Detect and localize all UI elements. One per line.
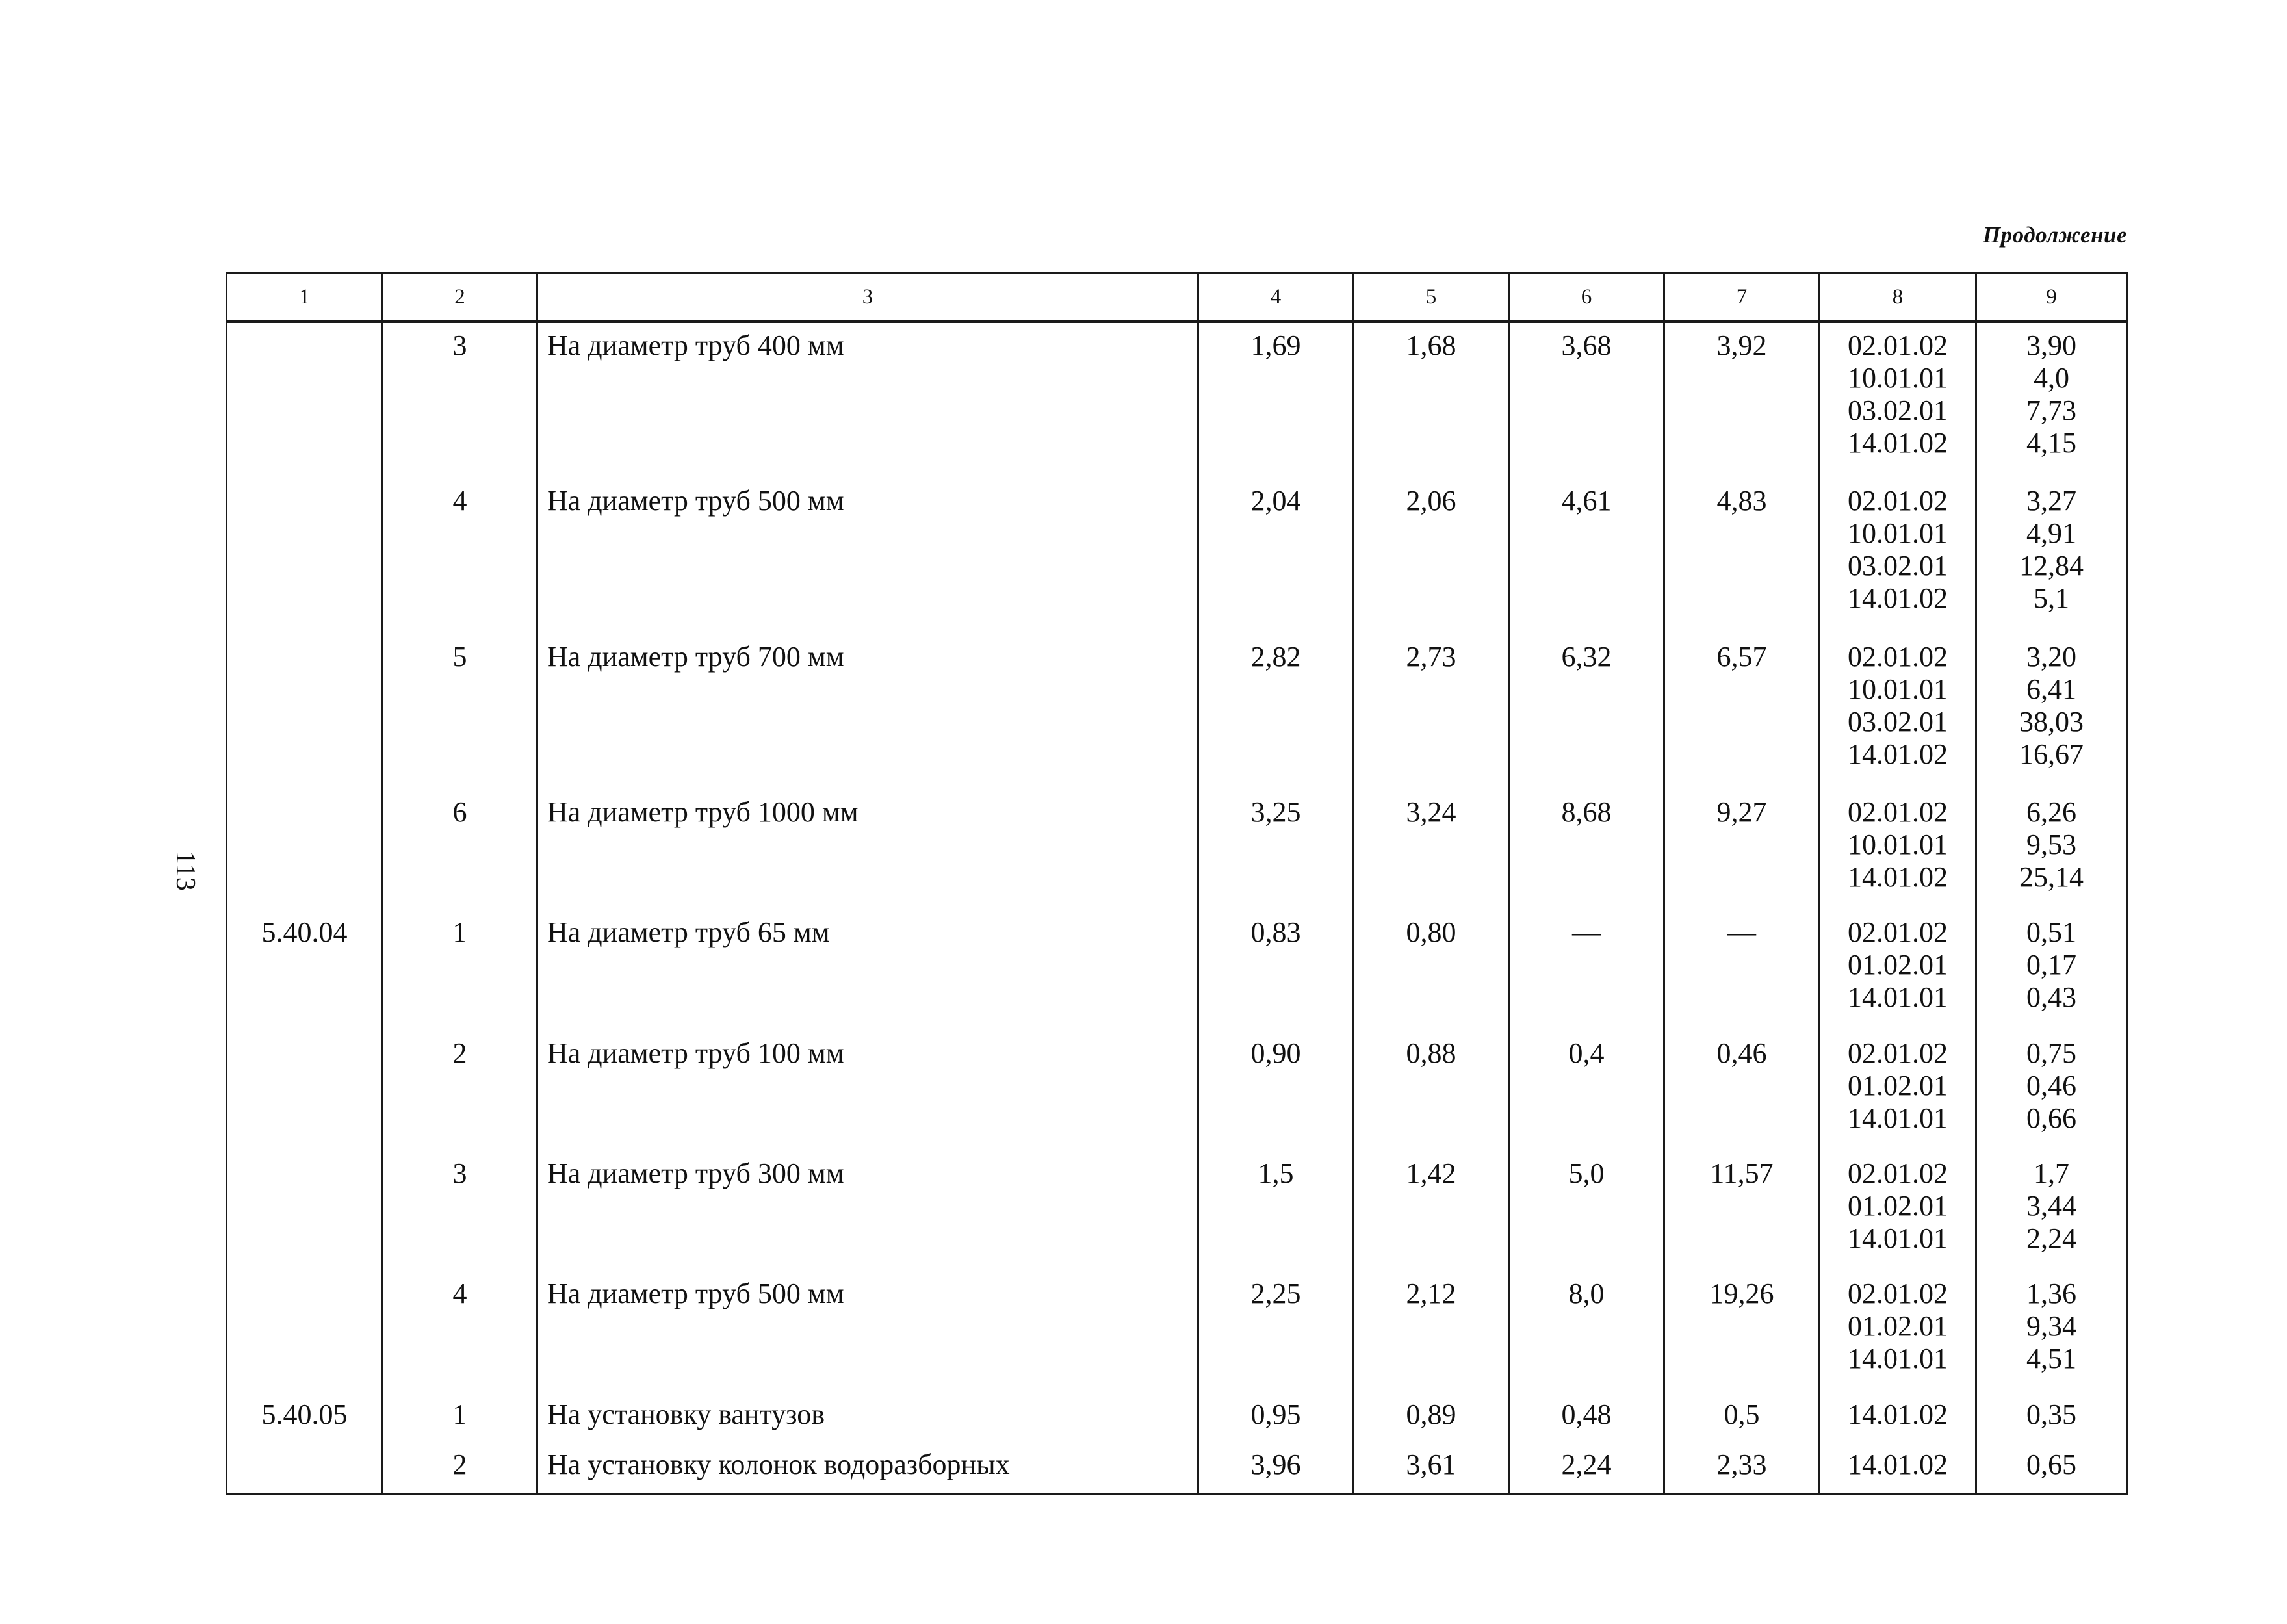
header-cell: 9 — [1976, 273, 2127, 322]
value-cell-4: 2,04 — [1198, 478, 1354, 634]
resource-code: 10.01.01 — [1848, 673, 1948, 705]
resource-value: 9,34 — [2026, 1310, 2076, 1343]
resource-code: 01.02.01 — [1848, 949, 1948, 981]
value-cell-4: 2,25 — [1198, 1271, 1354, 1391]
resource-value: 4,0 — [2034, 362, 2069, 394]
header-cell: 7 — [1664, 273, 1820, 322]
code-cell — [227, 1271, 383, 1391]
table-row — [227, 322, 2127, 478]
resource-value: 6,41 — [2026, 673, 2076, 705]
code-cell — [227, 1031, 383, 1151]
number-cell: 4 — [383, 1271, 537, 1391]
value-cell-4: 0,90 — [1198, 1031, 1354, 1151]
resource-code: 01.02.01 — [1848, 1310, 1948, 1343]
resource-values-cell — [1976, 1392, 2127, 1443]
resource-code: 02.01.02 — [1848, 795, 1948, 828]
header-cell: 6 — [1509, 273, 1664, 322]
value-cell-6: 3,68 — [1509, 322, 1664, 478]
name-cell: На установку колонок водоразборных — [537, 1442, 1198, 1493]
value-cell-6: 5,0 — [1509, 1151, 1664, 1271]
resource-value: 12,84 — [2019, 550, 2084, 582]
value-cell-6: 0,4 — [1509, 1031, 1664, 1151]
name-cell: На диаметр труб 100 мм — [537, 1031, 1198, 1151]
code-cell — [227, 790, 383, 910]
value-cell-6: 2,24 — [1509, 1442, 1664, 1493]
resource-code: 14.01.02 — [1848, 427, 1948, 459]
empty-cell — [1509, 1493, 1664, 1494]
resource-values-cell — [1976, 478, 2127, 634]
value-cell-7: 11,57 — [1664, 1151, 1820, 1271]
name-cell: На диаметр труб 65 мм — [537, 910, 1198, 1030]
resource-value: 1,36 — [2026, 1278, 2076, 1310]
resource-value: 4,51 — [2026, 1343, 2076, 1375]
value-cell-5: 2,12 — [1354, 1271, 1509, 1391]
value-cell-5: 3,24 — [1354, 790, 1509, 910]
resource-code: 02.01.02 — [1848, 329, 1948, 361]
value-cell-5: 0,80 — [1354, 910, 1509, 1030]
value-cell-7: 2,33 — [1664, 1442, 1820, 1493]
value-cell-5: 2,73 — [1354, 634, 1509, 790]
value-cell-6: 8,68 — [1509, 790, 1664, 910]
resource-values-cell — [1976, 1151, 2127, 1271]
name-cell: На диаметр труб 500 мм — [537, 478, 1198, 634]
resource-code: 03.02.01 — [1848, 550, 1948, 582]
name-cell: На диаметр труб 300 мм — [537, 1151, 1198, 1271]
value-cell-7: 19,26 — [1664, 1271, 1820, 1391]
table-row — [227, 1271, 2127, 1391]
resource-code: 14.01.01 — [1848, 1222, 1948, 1254]
resource-code: 14.01.02 — [1848, 1449, 1948, 1481]
resource-value: 0,46 — [2026, 1069, 2076, 1102]
number-cell: 1 — [383, 910, 537, 1030]
value-cell-4: 3,96 — [1198, 1442, 1354, 1493]
code-cell — [227, 322, 383, 478]
value-cell-4: 0,83 — [1198, 910, 1354, 1030]
header-cell: 3 — [537, 273, 1198, 322]
page-number: 113 — [170, 851, 200, 891]
table-row — [227, 1392, 2127, 1443]
value-cell-6: 4,61 — [1509, 478, 1664, 634]
resource-value: 1,7 — [2034, 1157, 2069, 1189]
resource-value: 4,15 — [2026, 427, 2076, 459]
empty-cell — [227, 1493, 383, 1494]
resource-values-cell — [1976, 790, 2127, 910]
table-body — [227, 322, 2127, 1494]
value-cell-7: 6,57 — [1664, 634, 1820, 790]
resource-code: 02.01.02 — [1848, 916, 1948, 949]
value-cell-5: 0,89 — [1354, 1392, 1509, 1443]
resource-value: 3,27 — [2026, 485, 2076, 517]
value-cell-6: 6,32 — [1509, 634, 1664, 790]
table-row — [227, 910, 2127, 1030]
header-cell: 2 — [383, 273, 537, 322]
number-cell: 3 — [383, 322, 537, 478]
number-cell: 6 — [383, 790, 537, 910]
value-cell-4: 3,25 — [1198, 790, 1354, 910]
resource-codes-cell — [1820, 1151, 1976, 1271]
value-cell-7: 4,83 — [1664, 478, 1820, 634]
table-row — [227, 1442, 2127, 1493]
code-cell — [227, 478, 383, 634]
empty-cell — [537, 1493, 1198, 1494]
number-cell: 5 — [383, 634, 537, 790]
code-cell: 5.40.05 — [227, 1392, 383, 1443]
resource-values-cell — [1976, 1442, 2127, 1493]
value-cell-5: 1,42 — [1354, 1151, 1509, 1271]
resource-value: 7,73 — [2026, 394, 2076, 426]
table-row — [227, 1151, 2127, 1271]
resource-code: 02.01.02 — [1848, 1157, 1948, 1189]
name-cell: На диаметр труб 500 мм — [537, 1271, 1198, 1391]
resource-value: 6,26 — [2026, 795, 2076, 828]
resource-value: 5,1 — [2034, 582, 2069, 615]
name-cell: На диаметр труб 1000 мм — [537, 790, 1198, 910]
empty-cell — [1820, 1493, 1976, 1494]
resource-code: 01.02.01 — [1848, 1189, 1948, 1222]
resource-value: 2,24 — [2026, 1222, 2076, 1254]
resource-code: 14.01.02 — [1848, 582, 1948, 615]
resource-value: 0,65 — [2026, 1449, 2076, 1481]
empty-cell — [383, 1493, 537, 1494]
resource-code: 10.01.01 — [1848, 362, 1948, 394]
value-cell-4: 1,5 — [1198, 1151, 1354, 1271]
resource-value: 0,66 — [2026, 1102, 2076, 1134]
resource-codes-cell — [1820, 478, 1976, 634]
header-cell: 4 — [1198, 273, 1354, 322]
resource-value: 0,75 — [2026, 1037, 2076, 1069]
number-cell: 2 — [383, 1031, 537, 1151]
value-cell-7: 0,5 — [1664, 1392, 1820, 1443]
name-cell: На диаметр труб 700 мм — [537, 634, 1198, 790]
resource-value: 25,14 — [2019, 860, 2084, 893]
resource-codes-cell — [1820, 790, 1976, 910]
value-cell-5: 1,68 — [1354, 322, 1509, 478]
resource-codes-cell — [1820, 1442, 1976, 1493]
table-row — [227, 478, 2127, 634]
resource-value: 38,03 — [2019, 705, 2084, 738]
number-cell: 3 — [383, 1151, 537, 1271]
value-cell-4: 2,82 — [1198, 634, 1354, 790]
resource-code: 14.01.02 — [1848, 738, 1948, 770]
resource-codes-cell — [1820, 1031, 1976, 1151]
number-cell: 4 — [383, 478, 537, 634]
code-cell: 5.40.04 — [227, 910, 383, 1030]
resource-value: 0,43 — [2026, 981, 2076, 1014]
resource-value: 4,91 — [2026, 517, 2076, 550]
header-row — [227, 273, 2127, 322]
resource-code: 10.01.01 — [1848, 517, 1948, 550]
value-cell-7: 3,92 — [1664, 322, 1820, 478]
resource-code: 02.01.02 — [1848, 485, 1948, 517]
header-cell: 1 — [227, 273, 383, 322]
name-cell: На установку вантузов — [537, 1392, 1198, 1443]
table-row — [227, 1031, 2127, 1151]
number-cell: 2 — [383, 1442, 537, 1493]
value-cell-7: — — [1664, 910, 1820, 1030]
continuation-label: Продолжение — [1982, 222, 2127, 248]
empty-cell — [1354, 1493, 1509, 1494]
code-cell — [227, 634, 383, 790]
header-cell: 8 — [1820, 273, 1976, 322]
value-cell-6: 0,48 — [1509, 1392, 1664, 1443]
header-cell: 5 — [1354, 273, 1509, 322]
value-cell-5: 3,61 — [1354, 1442, 1509, 1493]
resource-code: 14.01.01 — [1848, 1102, 1948, 1134]
resource-code: 02.01.02 — [1848, 1278, 1948, 1310]
table-row — [227, 634, 2127, 790]
value-cell-6: 8,0 — [1509, 1271, 1664, 1391]
resource-value: 3,44 — [2026, 1189, 2076, 1222]
resource-codes-cell — [1820, 634, 1976, 790]
resource-codes-cell — [1820, 1271, 1976, 1391]
resource-values-cell — [1976, 322, 2127, 478]
resource-value: 0,35 — [2026, 1398, 2076, 1430]
value-cell-6: — — [1509, 910, 1664, 1030]
resource-values-cell — [1976, 1031, 2127, 1151]
value-cell-5: 2,06 — [1354, 478, 1509, 634]
code-cell — [227, 1442, 383, 1493]
resource-value: 3,20 — [2026, 640, 2076, 673]
value-cell-5: 0,88 — [1354, 1031, 1509, 1151]
resource-value: 9,53 — [2026, 828, 2076, 860]
value-cell-7: 9,27 — [1664, 790, 1820, 910]
empty-cell — [1976, 1493, 2127, 1494]
empty-cell — [1198, 1493, 1354, 1494]
resource-code: 14.01.02 — [1848, 1398, 1948, 1430]
resource-code: 03.02.01 — [1848, 394, 1948, 426]
table-row — [227, 790, 2127, 910]
resource-code: 02.01.02 — [1848, 640, 1948, 673]
resource-code: 14.01.02 — [1848, 860, 1948, 893]
resource-values-cell — [1976, 1271, 2127, 1391]
resource-value: 0,17 — [2026, 949, 2076, 981]
resource-codes-cell — [1820, 910, 1976, 1030]
resource-code: 14.01.01 — [1848, 1343, 1948, 1375]
name-cell: На диаметр труб 400 мм — [537, 322, 1198, 478]
number-cell: 1 — [383, 1392, 537, 1443]
resource-code: 03.02.01 — [1848, 705, 1948, 738]
value-cell-4: 0,95 — [1198, 1392, 1354, 1443]
empty-cell — [1664, 1493, 1820, 1494]
resource-codes-cell — [1820, 322, 1976, 478]
resource-code: 01.02.01 — [1848, 1069, 1948, 1102]
resource-values-cell — [1976, 634, 2127, 790]
resource-code: 02.01.02 — [1848, 1037, 1948, 1069]
norms-table — [226, 272, 2128, 1495]
resource-codes-cell — [1820, 1392, 1976, 1443]
resource-code: 10.01.01 — [1848, 828, 1948, 860]
value-cell-4: 1,69 — [1198, 322, 1354, 478]
resource-value: 16,67 — [2019, 738, 2084, 770]
resource-value: 3,90 — [2026, 329, 2076, 361]
resource-values-cell — [1976, 910, 2127, 1030]
value-cell-7: 0,46 — [1664, 1031, 1820, 1151]
table-filler-row — [227, 1493, 2127, 1494]
code-cell — [227, 1151, 383, 1271]
resource-code: 14.01.01 — [1848, 981, 1948, 1014]
resource-value: 0,51 — [2026, 916, 2076, 949]
